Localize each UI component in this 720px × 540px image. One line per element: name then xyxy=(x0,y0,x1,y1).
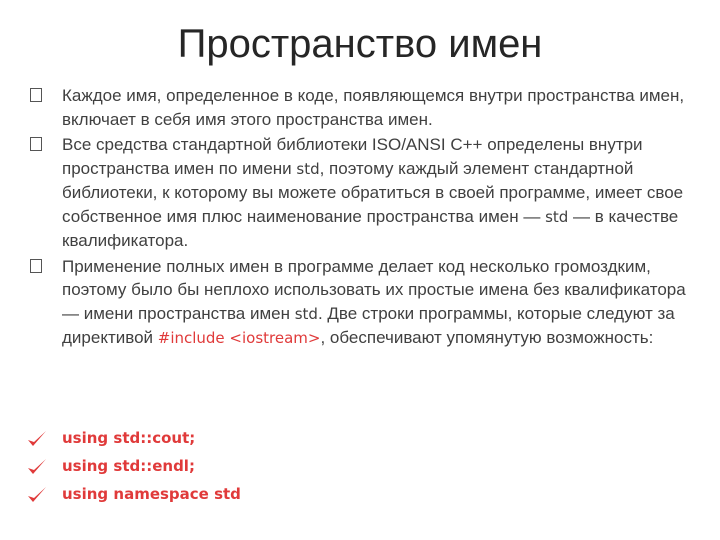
bullet-text: Каждое имя, определенное в коде, появляющемся внутри пространства имен, включает в себя имя этого пространства имен. xyxy=(62,86,685,129)
bullet-text: , обеспечивают упомянутую возможность: xyxy=(320,328,654,347)
code-line xyxy=(26,424,241,452)
code-list xyxy=(26,424,241,508)
std-keyword: std xyxy=(296,159,320,178)
code-text: using namespace std xyxy=(62,485,241,503)
code-text: using std::endl; xyxy=(62,457,195,475)
bullet-item xyxy=(28,255,698,351)
bullet-text: Все средства стандартной библиотеки ISO/ANSI C++ определены внутри пространства имен по имени xyxy=(62,135,643,178)
code-text: using std::cout; xyxy=(62,429,196,447)
bullet-text: , поэтому каждый элемент стандартной библиотеки, к которому вы можете обратиться в своей программе, имеет свое собственное имя плюс наименование пространства имен — xyxy=(62,158,684,226)
red-check-icon xyxy=(26,429,48,449)
square-bullet-icon xyxy=(30,259,42,273)
slide-title: Пространство имен xyxy=(177,22,543,66)
square-bullet-icon xyxy=(30,137,42,151)
bullet-list xyxy=(28,84,698,353)
bullet-item xyxy=(28,133,698,253)
bullet-text: — в качестве квалификатора. xyxy=(62,206,679,250)
bullet-text: . Две строки программы, которые следуют за директивой xyxy=(62,303,675,347)
iostream-header: <iostream> xyxy=(229,329,321,347)
square-bullet-icon xyxy=(30,88,42,102)
include-directive: #include xyxy=(157,329,225,347)
std-keyword: std xyxy=(294,304,318,323)
std-keyword: std xyxy=(545,207,569,226)
red-check-icon xyxy=(26,457,48,477)
code-line xyxy=(26,452,241,480)
bullet-text: Применение полных имен в программе делает код несколько громоздким, поэтому было бы неплохо использовать их простые имена без квалификатора — имени пространства имен xyxy=(62,256,686,323)
code-line xyxy=(26,480,241,508)
red-check-icon xyxy=(26,485,48,505)
bullet-item xyxy=(28,84,698,131)
